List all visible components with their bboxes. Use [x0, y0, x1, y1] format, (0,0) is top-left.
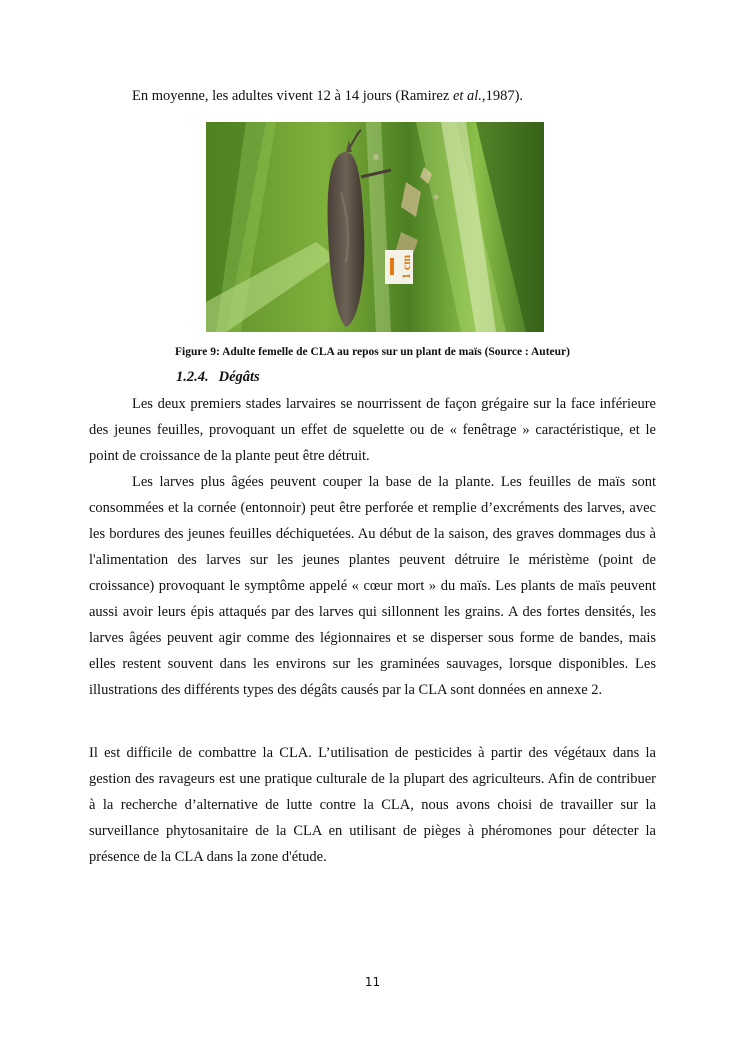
section-heading [176, 369, 260, 386]
moth-photo [206, 122, 544, 332]
paragraph-2: Les larves plus âgées peuvent couper la base de la plante. Les feuilles de maïs sont consommées et la cornée (entonnoir) peut être perforée et remplie d’excréments des larves, avec les bordures des jeunes feuilles déchiquetées. Au début de la saison, des graves dommages dus à l'alimentation des larves sur les jeunes plantes peuvent détruire le méristème (point de croissance) provoquant le symptôme appelé « cœur mort » du maïs. Les plants de maïs peuvent aussi avoir leurs épis attaqués par des larves qui sillonnent les grains. A des fortes densités, les larves âgées peuvent agir comme des légionnaires et se disperser sous forme de bandes, mais elles restent souvent dans les environs sur les graminées sauvages, lorsque disponibles. Les illustrations des différents types des dégâts causés par la CLA sont données en annexe 2. [89, 474, 656, 698]
paragraph-1: Les deux premiers stades larvaires se nourrissent de façon grégaire sur la face inférieure des jeunes feuilles, provoquant un effet de squelette ou de « fenêtrage » caractéristique, et le point de croissance de la plante peut être détruit. [89, 396, 656, 464]
page-number: 11 [364, 975, 381, 989]
intro-line [132, 88, 523, 105]
intro-text-end: 1987). [485, 88, 524, 104]
scale-label: 1 cm [399, 254, 413, 280]
intro-citation-italic: et al., [452, 88, 486, 104]
section-number: 1.2.4. [176, 369, 209, 385]
intro-text-start: En moyenne, les adultes vivent 12 à 14 jours (Ramirez [132, 88, 453, 104]
figure-caption: Figure 9: Adulte femelle de CLA au repos sur un plant de maïs (Source : Auteur) [175, 346, 570, 358]
section-title: Dégâts [218, 369, 260, 385]
paragraph-3: Il est difficile de combattre la CLA. L’utilisation de pesticides à partir des végétaux dans la gestion des ravageurs est une pratique culturale de la plupart des agriculteurs. Afin de contribuer à la recherche d’alternative de lutte contre la CLA, nous avons choisi de travailler sur la surveillance phytosanitaire de la CLA en utilisant de pièges à phéromones pour détecter la présence de la CLA dans la zone d'étude. [89, 745, 656, 865]
